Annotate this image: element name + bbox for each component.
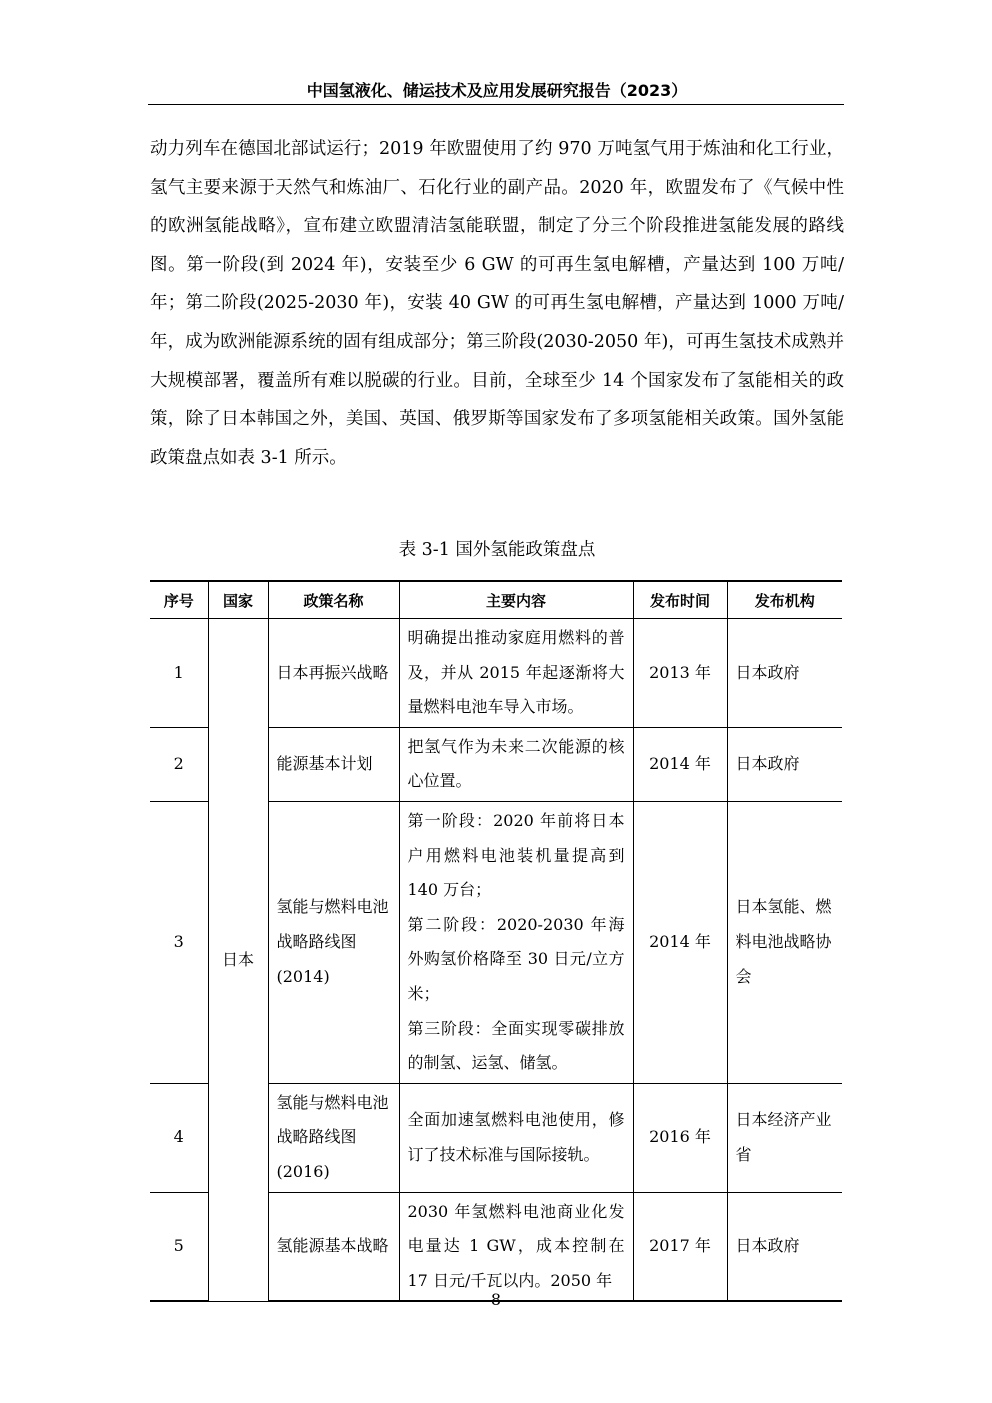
row-policy-name: 氢能源基本战略 <box>268 1192 399 1301</box>
row-content: 全面加速氢燃料电池使用，修订了技术标准与国际接轨。 <box>399 1083 633 1192</box>
row-date: 2016 年 <box>633 1083 727 1192</box>
row-content: 明确提出推动家庭用燃料的普及，并从 2015 年起逐渐将大量燃料电池车导入市场。 <box>399 619 633 728</box>
row-policy-name: 氢能与燃料电池战略路线图(2014) <box>268 801 399 1083</box>
row-no: 3 <box>150 801 208 1083</box>
header-cell-country: 国家 <box>208 581 268 619</box>
row-org: 日本政府 <box>727 619 842 728</box>
row-org: 日本政府 <box>727 1192 842 1301</box>
row-org: 日本政府 <box>727 727 842 801</box>
row-no: 1 <box>150 619 208 728</box>
body-paragraph: 动力列车在德国北部试运行；2019 年欧盟使用了约 970 万吨氢气用于炼油和化工行业，氢气主要来源于天然气和炼油厂、石化行业的副产品。2020 年，欧盟发布了《气候中性的欧洲氢能战略》，宣布建立欧盟清洁氢能联盟，制定了分三个阶段推进氢能发展的路线图。第一阶段(到 2024 年)，安装至少 6 GW 的可再生氢电解槽，产量达到 100 万吨/年；第二阶段(2025-2030 年)，安装 40 GW 的可再生氢电解槽，产量达到 1000 万吨/年，成为欧洲能源系统的固有组成部分；第三阶段(2030-2050 年)，可再生氢技术成熟并大规模部署，覆盖所有难以脱碳的行业。目前，全球至少 14 个国家发布了氢能相关的政策，除了日本韩国之外，美国、英国、俄罗斯等国家发布了多项氢能相关政策。国外氢能政策盘点如表 3-1 所示。 <box>150 139 844 468</box>
header-cell-date: 发布时间 <box>633 581 727 619</box>
page-number: 8 <box>490 1290 502 1309</box>
row-no: 5 <box>150 1192 208 1301</box>
header-cell-org: 发布机构 <box>727 581 842 619</box>
row-date: 2013 年 <box>633 619 727 728</box>
row-no: 4 <box>150 1083 208 1192</box>
row-org: 日本经济产业省 <box>727 1083 842 1192</box>
row-content <box>399 801 633 1083</box>
table-caption: 表 3-1 国外氢能政策盘点 <box>398 540 596 560</box>
table-row <box>150 619 842 728</box>
row-policy-name: 氢能与燃料电池战略路线图(2016) <box>268 1083 399 1192</box>
header-cell-no: 序号 <box>150 581 208 619</box>
row-no: 2 <box>150 727 208 801</box>
running-header: 中国氢液化、储运技术及应用发展研究报告（2023） <box>306 81 688 100</box>
header-cell-policy-name: 政策名称 <box>268 581 399 619</box>
row-policy-name: 日本再振兴战略 <box>268 619 399 728</box>
row-content: 2030 年氢燃料电池商业化发电量达 1 GW，成本控制在 17 日元/千瓦以内。2050 年 <box>399 1192 633 1301</box>
row-org: 日本氢能、燃料电池战略协会 <box>727 801 842 1083</box>
content-line: 第一阶段：2020 年前将日本户用燃料电池装机量提高到 140 万台； <box>407 810 625 900</box>
content-line: 第三阶段：全面实现零碳排放的制氢、运氢、储氢。 <box>407 1018 625 1073</box>
content-line: 第二阶段：2020-2030 年海外购氢价格降至 30 日元/立方米； <box>407 914 625 1003</box>
row-date: 2014 年 <box>633 801 727 1083</box>
row-date: 2014 年 <box>633 727 727 801</box>
table-header-row <box>150 581 842 619</box>
row-policy-name: 能源基本计划 <box>268 727 399 801</box>
header-rule <box>148 104 844 105</box>
row-date: 2017 年 <box>633 1192 727 1301</box>
header-cell-content: 主要内容 <box>399 581 633 619</box>
country-cell: 日本 <box>208 619 268 1302</box>
policy-table <box>150 580 842 1302</box>
row-content: 把氢气作为未来二次能源的核心位置。 <box>399 727 633 801</box>
